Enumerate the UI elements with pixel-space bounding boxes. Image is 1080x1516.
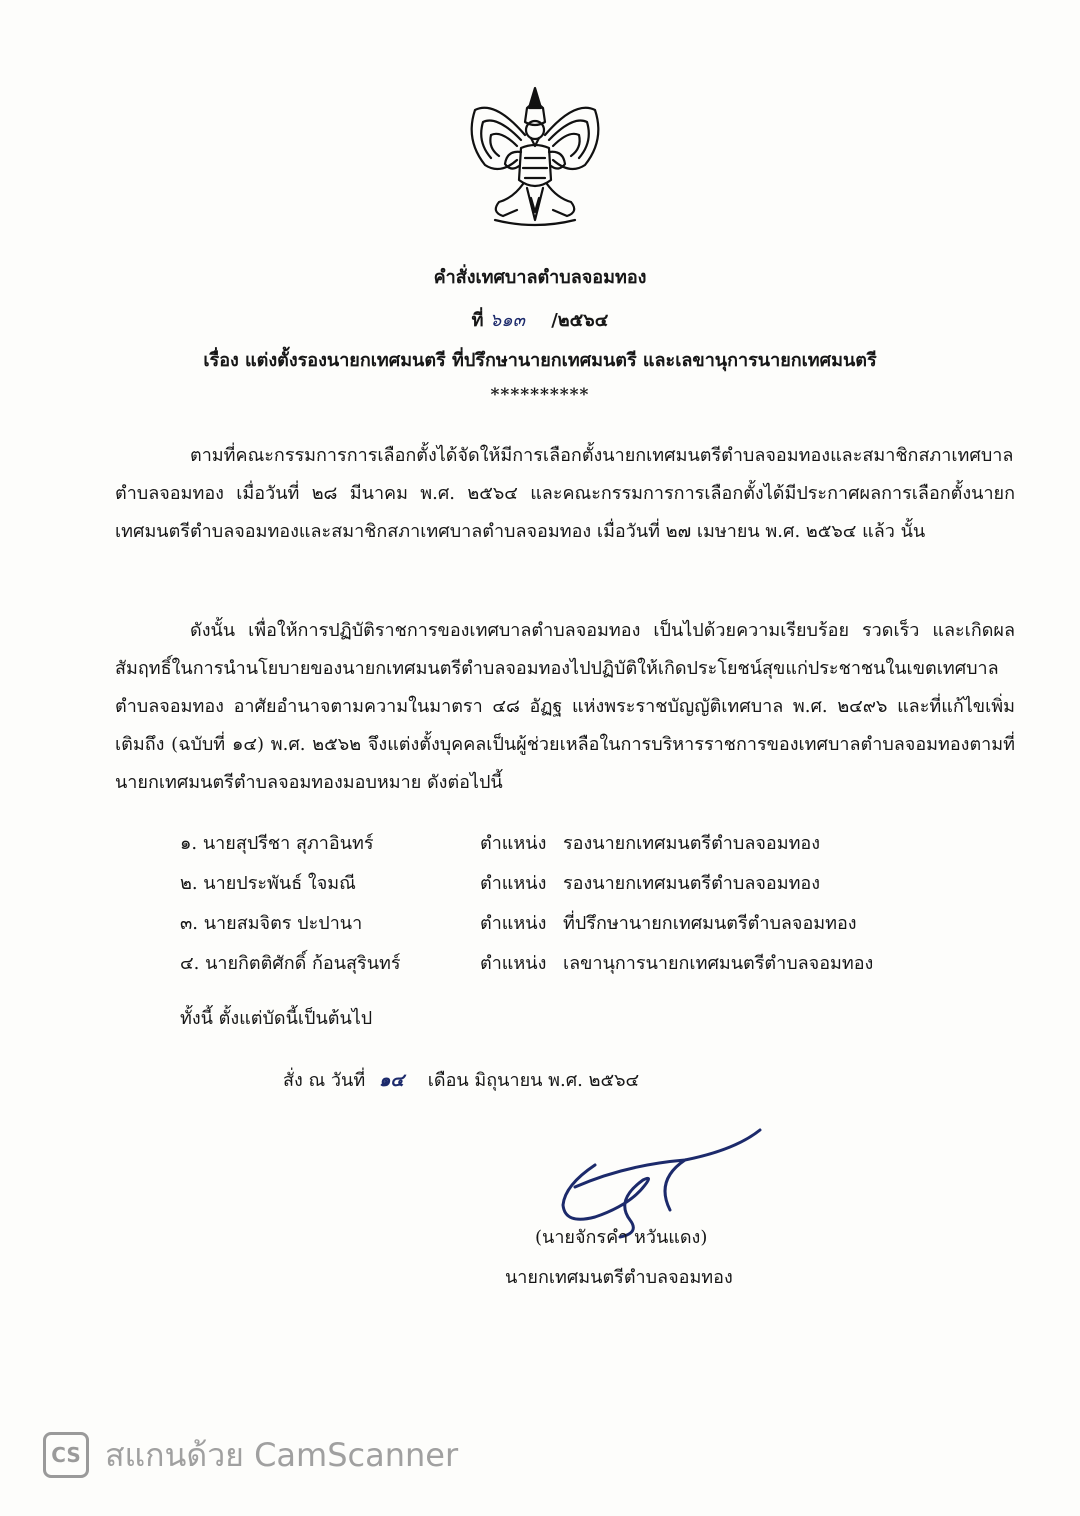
signer-title: นายกเทศมนตรีตำบลจอมทอง: [505, 1267, 733, 1288]
appointee-name: ๑. นายสุปรีชา สุภาอินทร์: [180, 833, 374, 854]
camscanner-watermark: [43, 1430, 458, 1480]
watermark-text: สแกนด้วย CamScanner: [105, 1435, 459, 1474]
order-number-prefix: ที่: [471, 310, 484, 331]
closing-statement: ทั้งนี้ ตั้งแต่บัดนี้เป็นต้นไป: [180, 1008, 373, 1029]
appointee-position: เลขานุการนายกเทศมนตรีตำบลจอมทอง: [563, 953, 874, 974]
date-prefix: สั่ง ณ วันที่: [283, 1070, 366, 1091]
garuda-emblem-icon: [455, 80, 615, 240]
position-label: ตำแหน่ง: [480, 953, 547, 974]
appointee-position: รองนายกเทศมนตรีตำบลจอมทอง: [563, 833, 821, 854]
order-number-handwritten: ๖๑๓: [489, 310, 525, 331]
paragraph-appointment: ดังนั้น เพื่อให้การปฏิบัติราชการของเทศบาลตำบลจอมทอง เป็นไปด้วยความเรียบร้อย รวดเร็ว และเกิดผลสัมฤทธิ์ในการนำนโยบายของนายกเทศมนตรีตำบลจอมทองไปปฏิบัติให้เกิดประโยชน์สุขแก่ประชาชนในเขตเทศบาลตำบลจอมทอง อาศัยอำนาจตามความในมาตรา ๔๘ อัฏฐ แห่งพระราชบัญญัติเทศบาล พ.ศ. ๒๔๙๖ และที่แก้ไขเพิ่มเติมถึง (ฉบับที่ ๑๔) พ.ศ. ๒๕๖๒ จึงแต่งตั้งบุคคลเป็นผู้ช่วยเหลือในการบริหารราชการของเทศบาลตำบลจอมทองตามที่นายกเทศมนตรีตำบลจอมทองมอบหมาย ดังต่อไปนี้: [115, 620, 1015, 793]
appointee-list: [180, 828, 1000, 988]
order-date: [283, 1065, 639, 1094]
position-label: ตำแหน่ง: [480, 913, 547, 934]
appointee-position: ที่ปรึกษานายกเทศมนตรีตำบลจอมทอง: [563, 913, 857, 934]
paragraph-background: ตามที่คณะกรรมการการเลือกตั้งได้จัดให้มีการเลือกตั้งนายกเทศมนตรีตำบลจอมทองและสมาชิกสภาเทศบาลตำบลจอมทอง เมื่อวันที่ ๒๘ มีนาคม พ.ศ. ๒๕๖๔ และคณะกรรมการการเลือกตั้งได้มีประกาศผลการเลือกตั้งนายกเทศมนตรีตำบลจอมทองและสมาชิกสภาเทศบาลตำบลจอมทอง เมื่อวันที่ ๒๗ เมษายน พ.ศ. ๒๕๖๔ แล้ว นั้น: [115, 445, 1015, 542]
appointee-name: ๒. นายประพันธ์ ใจมณี: [180, 873, 356, 894]
appointee-row: [180, 908, 1000, 948]
position-label: ตำแหน่ง: [480, 873, 547, 894]
position-label: ตำแหน่ง: [480, 833, 547, 854]
appointee-row: [180, 868, 1000, 908]
order-number-suffix: /๒๕๖๔: [551, 310, 609, 331]
separator: **********: [490, 385, 590, 405]
appointee-position: รองนายกเทศมนตรีตำบลจอมทอง: [563, 873, 821, 894]
appointee-row: [180, 948, 1000, 988]
appointee-row: [180, 828, 1000, 868]
order-title: คำสั่งเทศบาลตำบลจอมทอง: [433, 267, 647, 288]
order-subject: เรื่อง แต่งตั้งรองนายกเทศมนตรี ที่ปรึกษานายกเทศมนตรี และเลขานุการนายกเทศมนตรี: [203, 350, 877, 371]
appointee-name: ๔. นายกิตติศักดิ์ ก้อนสุรินทร์: [180, 953, 401, 974]
date-day-handwritten: ๑๔: [378, 1070, 404, 1091]
order-number: [0, 305, 1080, 334]
date-suffix: เดือน มิถุนายน พ.ศ. ๒๕๖๔: [427, 1070, 640, 1091]
signer-name: (นายจักรคำ หวันแดง): [535, 1227, 708, 1248]
camscanner-logo-icon: CS: [43, 1432, 89, 1478]
appointee-name: ๓. นายสมจิตร ปะปานา: [180, 913, 363, 934]
